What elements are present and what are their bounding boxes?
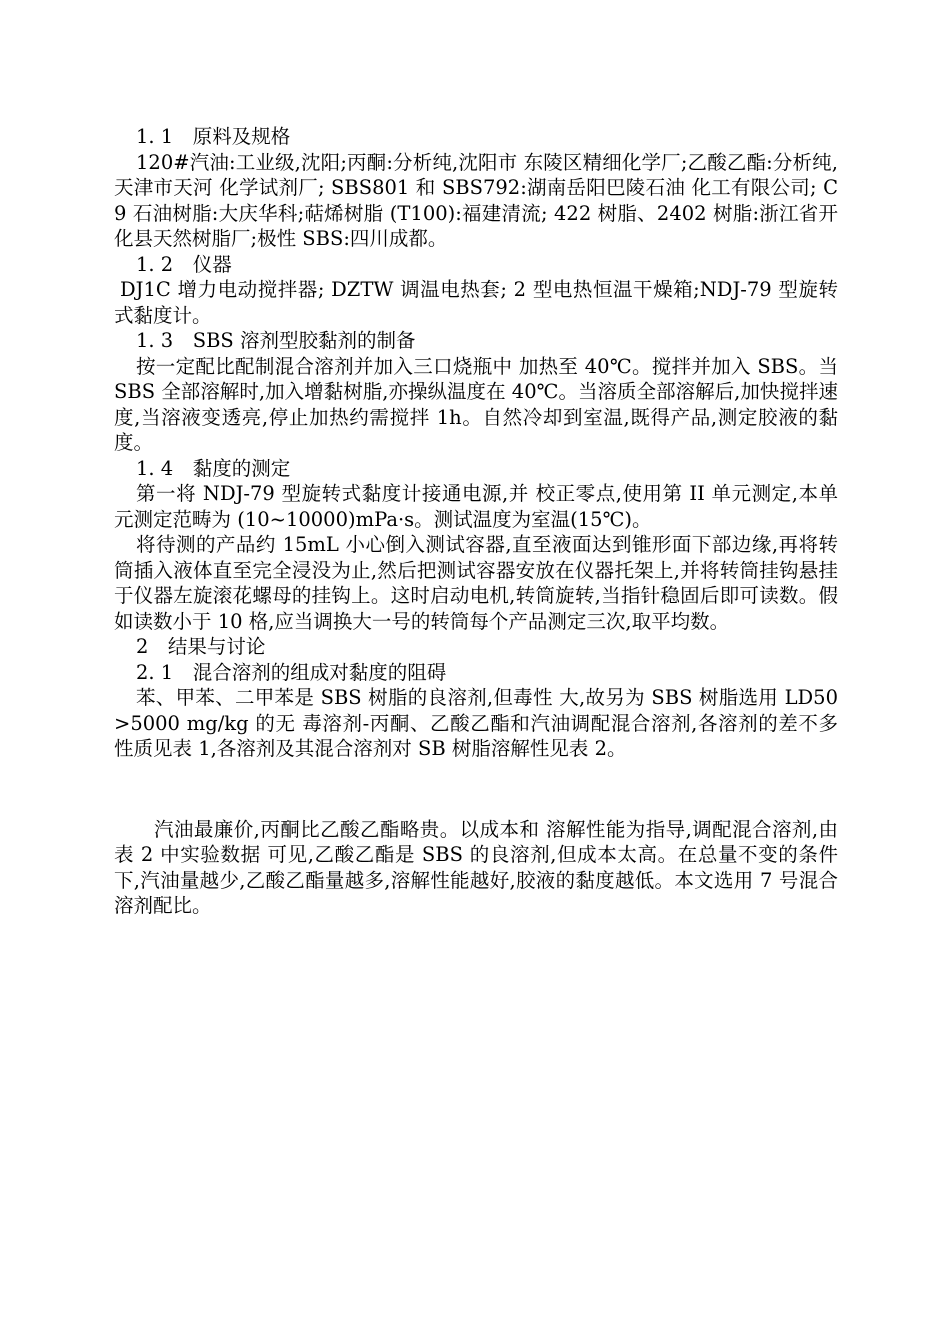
heading-2: 2 结果与讨论 bbox=[136, 635, 266, 658]
document-page bbox=[114, 124, 838, 919]
paragraph-1-4-b: 将待测的产品约 15mL 小心倒入测试容器,直至液面达到锥形面下部边缘,再将转筒插入液体直至完全浸没为止,然后把测试容器安放在仪器托架上,并将转筒挂钩悬挂于仪器左旋滚花螺母的挂钩上。这时启动电机,转筒旋转,当指针稳固后即可读数。假如读数小于 10 格,应当调换大一号的转筒每个产品测定三次,取平均数。 bbox=[114, 533, 838, 633]
paragraph-1-3: 按一定配比配制混合溶剂并加入三口烧瓶中 加热至 40℃。搅拌并加入 SBS。当 SBS 全部溶解时,加入增黏树脂,亦操纵温度在 40℃。当溶质全部溶解后,加快搅拌速度,当溶液变透亮,停止加热约需搅拌 1h。自然冷却到室温,既得产品,测定胶液的黏度。 bbox=[114, 354, 838, 454]
heading-1-4: 1. 4 黏度的测定 bbox=[136, 456, 291, 480]
heading-1-3: 1. 3 SBS 溶剂型胶黏剂的制备 bbox=[136, 329, 416, 352]
paragraph-1-4-a: 第一将 NDJ-79 型旋转式黏度计接通电源,并 校正零点,使用第 II 单元测定,本单元测定范畴为 (10~10000)mPa·s。测试温度为室温(15℃)。 bbox=[114, 482, 838, 531]
paragraph-2-1-b: 汽油最廉价,丙酮比乙酸乙酯略贵。以成本和 溶解性能为指导,调配混合溶剂,由表 2 中实验数据 可见,乙酸乙酯是 SBS 的良溶剂,但成本太高。在总量不变的条件下,汽油量越少,乙酸乙酯量越多,溶解性能越好,胶液的黏度越低。本文选用 7 号混合溶剂配比。 bbox=[114, 817, 838, 917]
paragraph-1-1: 120#汽油:工业级,沈阳;丙酮:分析纯,沈阳市 东陵区精细化学厂;乙酸乙酯:分析纯,天津市天河 化学试剂厂; SBS801 和 SBS792:湖南岳阳巴陵石油 化工有限公司; C9 石油树脂:大庆华科;萜烯树脂 (T100):福建清流; 422 树脂、2402 树脂:浙江省开 化县天然树脂厂;极性 SBS:四川成都。 bbox=[114, 150, 838, 250]
heading-1-1: 1. 1 原料及规格 bbox=[136, 125, 291, 148]
heading-2-1: 2. 1 混合溶剂的组成对黏度的阻碍 bbox=[136, 660, 447, 684]
paragraph-1-2: DJ1C 增力电动搅拌器; DZTW 调温电热套; 2 型电热恒温干燥箱;NDJ-79 型旋转式黏度计。 bbox=[114, 278, 838, 327]
spacer bbox=[114, 762, 838, 817]
heading-1-2: 1. 2 仪器 bbox=[136, 252, 232, 276]
paragraph-2-1-a: 苯、甲苯、二甲苯是 SBS 树脂的良溶剂,但毒性 大,故另为 SBS 树脂选用 LD50 >5000 mg/kg 的无 毒溶剂-丙酮、乙酸乙酯和汽油调配混合溶剂,各溶剂的差不多性质见表 1,各溶剂及其混合溶剂对 SB 树脂溶解性见表 2。 bbox=[114, 686, 838, 760]
